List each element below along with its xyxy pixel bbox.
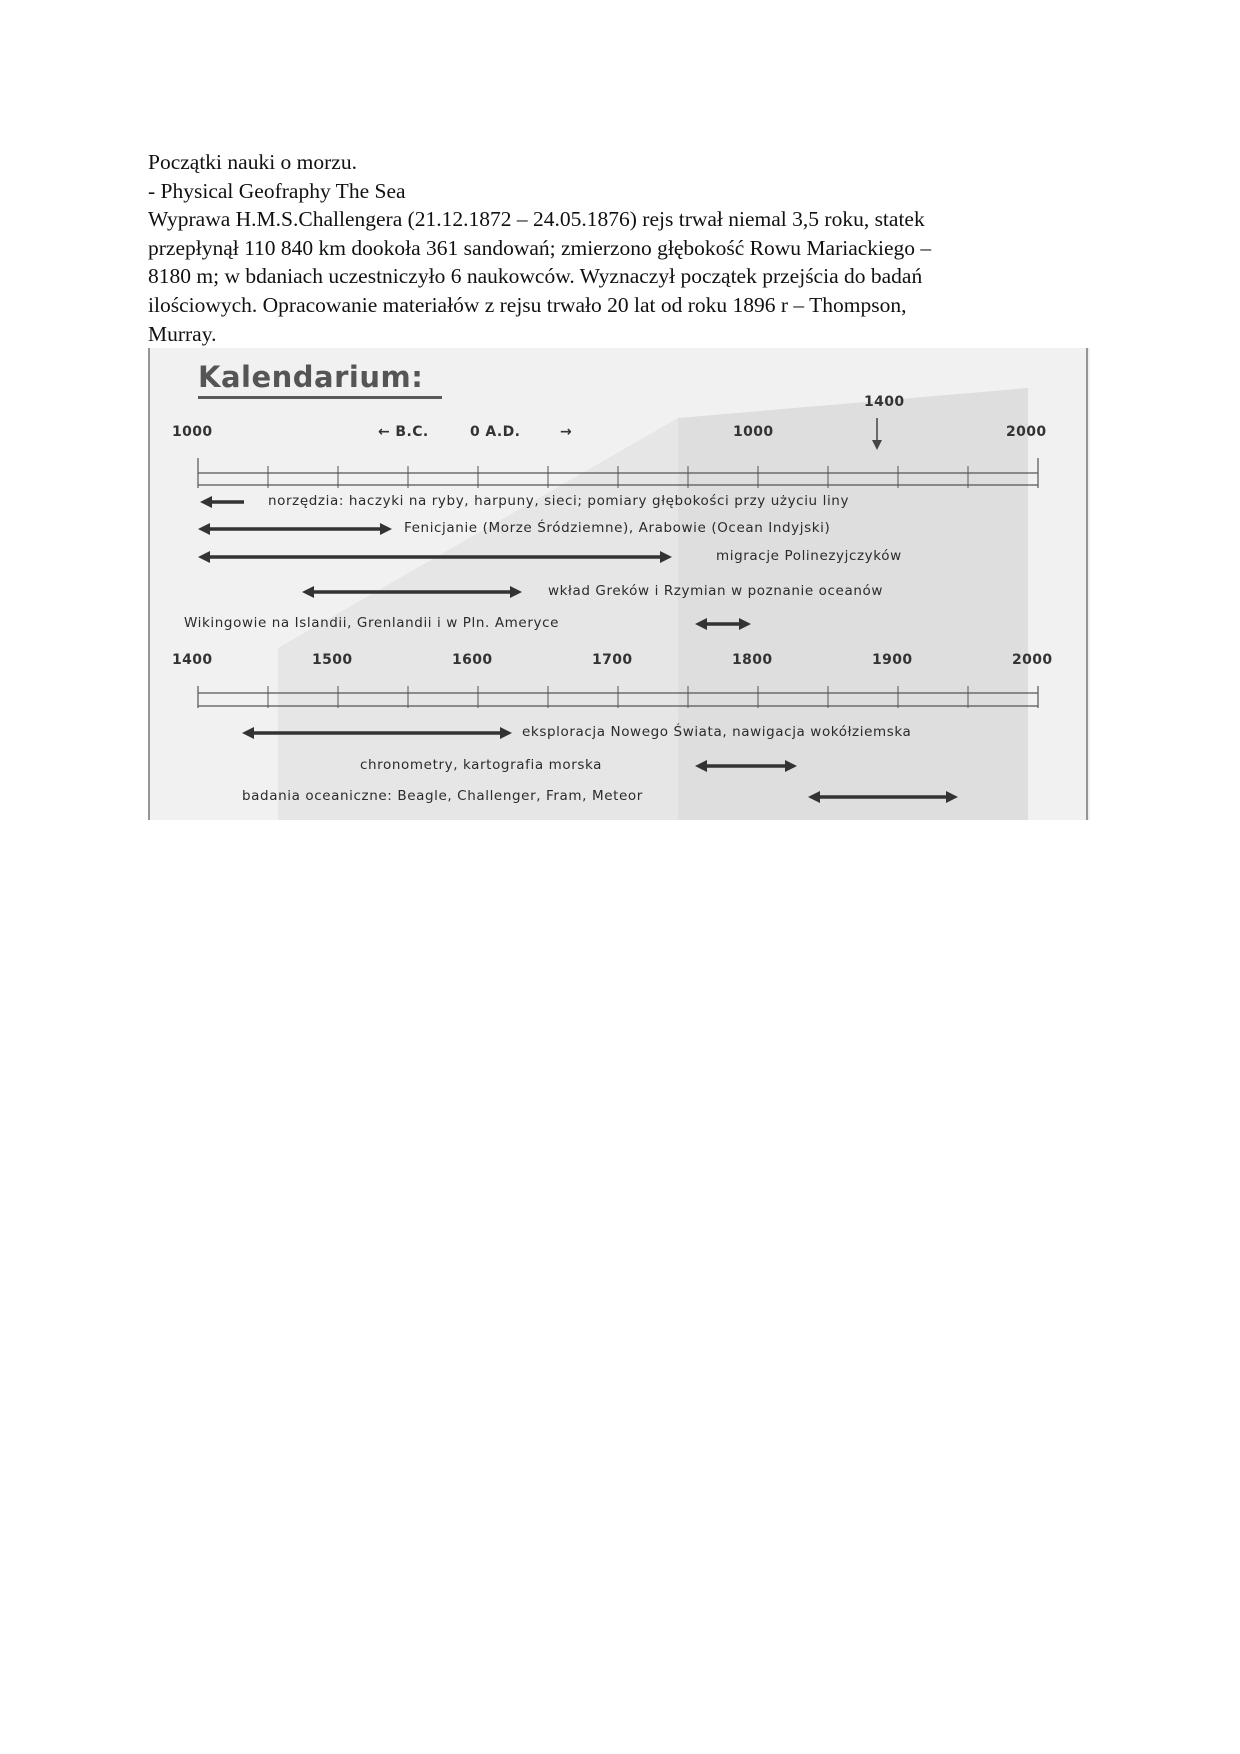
paragraph-line: ilościowych. Opracowanie materiałów z rejsu trwało 20 lat od roku 1896 r – Thompson, xyxy=(148,292,907,317)
timeline-label: 1600 xyxy=(452,652,493,668)
title-underline xyxy=(198,396,442,399)
figure-title: Kalendarium: xyxy=(198,360,424,394)
timeline-label: 1000 xyxy=(172,424,213,440)
event-label: norzędzia: haczyki na ryby, harpuny, sieci; pomiary głębokości przy użyciu liny xyxy=(268,493,850,509)
document-title: Początki nauki o morzu. xyxy=(148,150,357,174)
timeline-label: 2000 xyxy=(1006,424,1047,440)
timeline-label: 1700 xyxy=(592,652,633,668)
event-label: Wikingowie na Islandii, Grenlandii i w Pln. Ameryce xyxy=(184,615,559,631)
timeline-label: → xyxy=(560,424,573,440)
source-line: - Physical Geofraphy The Sea xyxy=(148,178,406,203)
paragraph-line: Murray. xyxy=(148,321,217,346)
paragraph-line: przepłynął 110 840 km dookoła 361 sandowań; zmierzono głębokość Rowu Mariackiego – xyxy=(148,235,932,260)
event-label: wkład Greków i Rzymian w poznanie oceanów xyxy=(548,583,883,599)
timeline-marker-label: 1400 xyxy=(864,394,905,410)
event-label: badania oceaniczne: Beagle, Challenger, Fram, Meteor xyxy=(242,788,643,804)
timeline-label: 1000 xyxy=(733,424,774,440)
timeline-figure xyxy=(148,348,1090,820)
document-text xyxy=(148,148,1068,348)
timeline-label: 2000 xyxy=(1012,652,1053,668)
timeline-label: 1500 xyxy=(312,652,353,668)
timeline-label: 1900 xyxy=(872,652,913,668)
event-label: Fenicjanie (Morze Śródziemne), Arabowie (Ocean Indyjski) xyxy=(404,520,831,536)
timeline-label: 0 A.D. xyxy=(470,424,521,440)
event-label: chronometry, kartografia morska xyxy=(360,757,603,773)
timeline-label: ← B.C. xyxy=(378,424,429,440)
paragraph-line: Wyprawa H.M.S.Challengera (21.12.1872 – 24.05.1876) rejs trwał niemal 3,5 roku, statek xyxy=(148,207,925,232)
event-label: eksploracja Nowego Świata, nawigacja wokółziemska xyxy=(522,724,912,740)
paragraph-line: 8180 m; w bdaniach uczestniczyło 6 naukowców. Wyznaczył początek przejścia do badań xyxy=(148,264,923,289)
timeline-label: 1800 xyxy=(732,652,773,668)
timeline-label: 1400 xyxy=(172,652,213,668)
event-label: migracje Polinezyjczyków xyxy=(716,548,902,564)
